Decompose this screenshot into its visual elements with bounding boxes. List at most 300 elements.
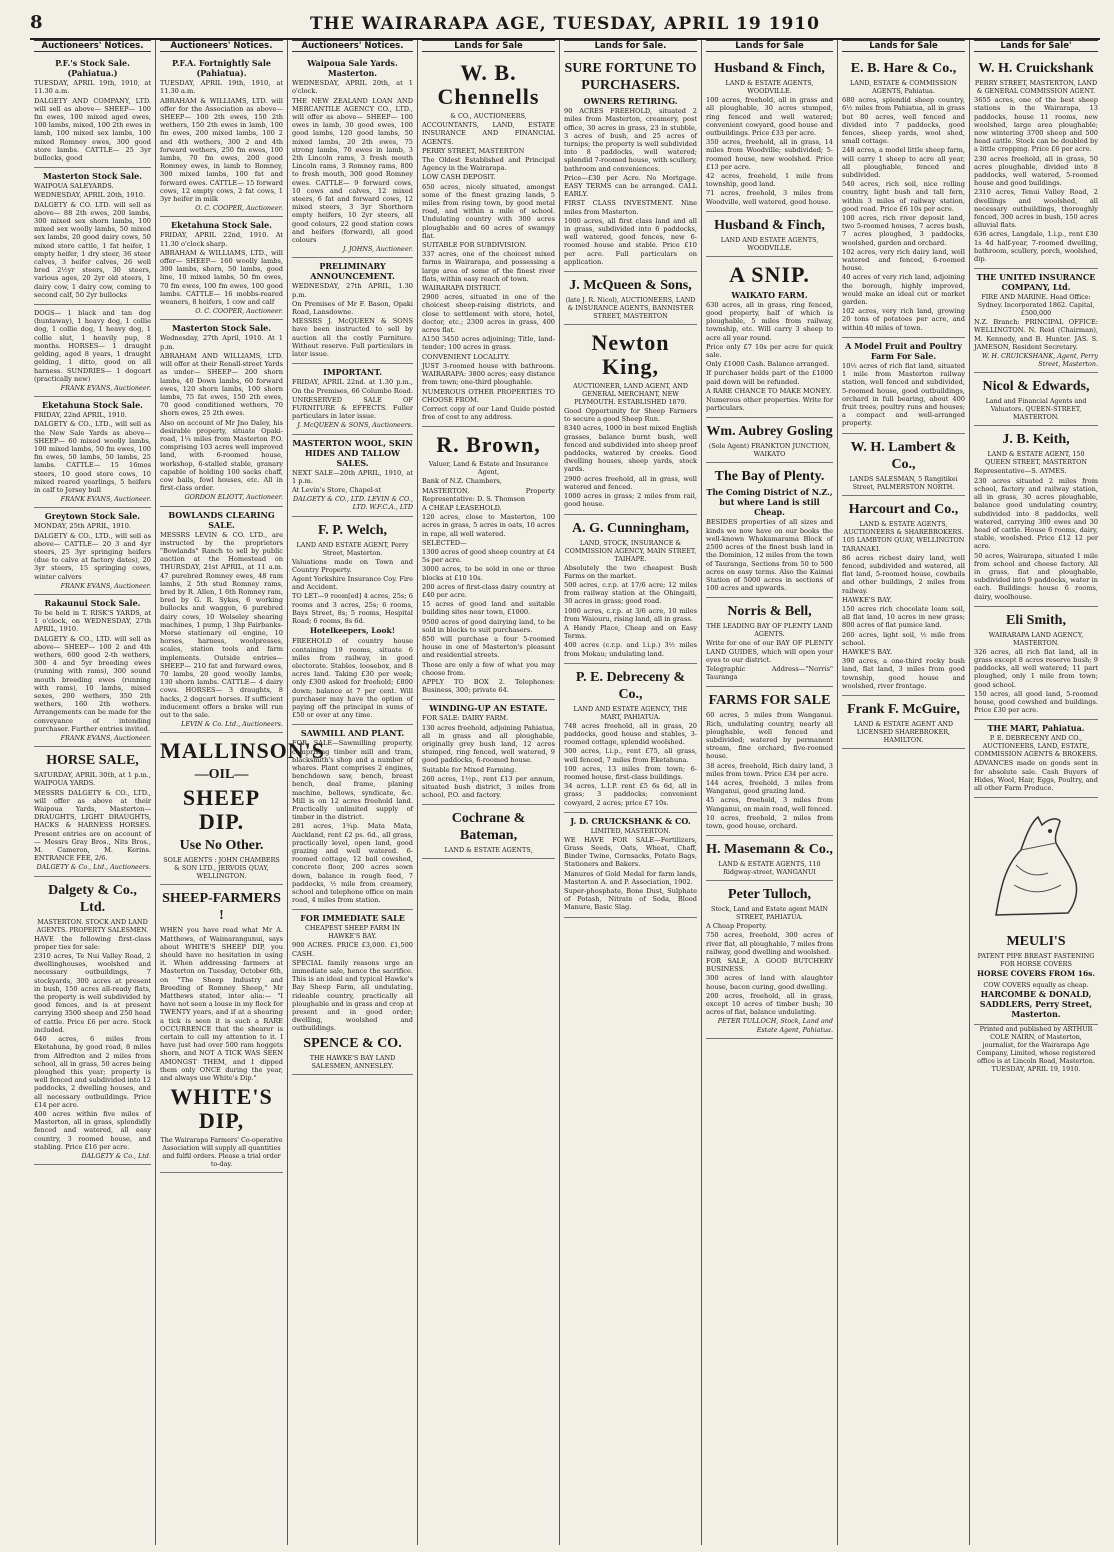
ad-text: PERRY STREET, MASTERTON (422, 146, 525, 155)
ad-text: HAVE the following first-class proper ties for sale: (34, 934, 151, 951)
lambert-ad (842, 434, 965, 496)
ad-text: 102 acres, very rich dairy land, well watered and fenced, 6-roomed house. (842, 247, 965, 273)
ad-text: 130 acres freehold, adjoining Pahiatua, all in grass and all ploughable, originally grey bush land, 12 acres stumped, ring fenced, well watered, 9 good paddocks, 6-roomed house. (422, 723, 555, 765)
auction-notice (160, 320, 283, 506)
ad-subtitle: LAND AND ESTATE AGENCY, THE MART, PAHIATUA. (573, 704, 688, 721)
ad-text: WAIPOUA SALEYARDS. (34, 182, 114, 191)
ad-subtitle: Land and Financial Agents and Valuators. QUEEN-STREET, MASTERTON. (985, 397, 1087, 422)
ad-text: 100 acres, 13 miles from town; 6-roomed house, first-class buildings. (564, 764, 697, 781)
husband-finch-ad (706, 55, 833, 212)
gosling-ad (706, 418, 833, 463)
ad-text: Also on account of Mr Jno Daley, his desirable property, situate Opaki-road, 1¼ miles from Masterton P.O. comprising 103 acres well improved land, with 6-roomed house, workshop, 6-stalled stable, granary capable of holding 100 sacks chaff, cow bails, fowl houses, etc. All in first-class order. (160, 418, 283, 493)
ad-body (706, 301, 833, 413)
masthead (30, 8, 1100, 40)
ad-signature: J. McQUEEN & SONS, Auctioneers. (297, 421, 413, 430)
bay-of-plenty-ad (706, 463, 833, 598)
ad-list (34, 55, 151, 747)
ad-text: Write for one of our BAY OF PLENTY LAND GUIDES, which will open your eyes to our district. (706, 639, 833, 664)
ad-title: Husband & Finch, (714, 217, 825, 233)
ad-heading: Hotelkeepers, Look! (309, 626, 396, 636)
ad-signature: FRANK EVANS, Auctioneer. (60, 495, 151, 504)
column-6 (702, 40, 838, 1545)
mcguire-ad (842, 696, 965, 749)
ad-text: Representative—S. AYMES. (974, 467, 1067, 476)
ad-title: SURE FORTUNE TO PURCHASERS. (564, 61, 697, 94)
ad-title: HORSE SALE, (46, 753, 139, 769)
imprint: Printed and published by ARTHUR COLE NAIRN, of Masterton, journalist, for the Wairarapa Age Company, Limited, whose registered office is at Lincoln Road, Masterton. TUESDAY, APRIL 19, 1910. (976, 1024, 1096, 1073)
ad-text: 102 acres, very rich land, growing 20 tons of potatoes per acre, and within 40 miles of town. (842, 307, 965, 332)
ad-body (842, 545, 965, 690)
ad-title: FOR IMMEDIATE SALE (300, 913, 405, 924)
ad-subtitle: LAND, STOCK, INSURANCE & COMMISSION AGENCY, MAIN STREET, TAIHAPE. (564, 538, 697, 563)
ad-body (564, 722, 697, 807)
ad-body (564, 407, 697, 508)
ad-body (706, 922, 833, 1016)
ad-text: WEDNESDAY, 27th APRIL, 1.30 p.m. (292, 282, 413, 299)
ad-text: 350 acres, freehold, all in grass, 14 miles from Woodville; subdivided; 5-roomed house, new woolshed. Price £13 per acre. (706, 138, 833, 171)
cunningham-ad (564, 515, 697, 664)
ad-text: 42 acres, freehold, 1 mile from township, good land. (706, 172, 833, 189)
ad-subtitle: WAIKATO FARM. (731, 289, 808, 300)
ad-text: SATURDAY, APRIL 30th, at 1 p.m., WAIPOUA YARDS. (34, 771, 151, 788)
ad-text: 748 acres freehold, all in grass, 20 paddocks, good house and stables, 3-roomed cottage, splendid woolshed. (564, 721, 697, 747)
ad-text: N.Z. Branch: PRINCIPAL OFFICE: WELLINGTON. N. Reid (Chairman), M. Kennedy, and B. Hunter. JAS. S. JAMESON, Resident Secretary. (974, 318, 1098, 351)
immediate-sale-ad (292, 910, 413, 1074)
column-5 (560, 40, 702, 1545)
ad-body (422, 121, 555, 421)
ad-text: 750 acres, freehold, 300 acres of river flat, all ploughable, 7 miles from railway, good dwelling and woolshed. (706, 931, 833, 956)
auction-notice (34, 55, 151, 168)
ad-text: WE HAVE FOR SALE—Fertilizers, Grass Seeds, Oats, Wheat, Chaff, Binder Twine, Cornsacks, Potato Bags, Stationers and Bakers. (564, 835, 697, 869)
ad-signature: FRANK EVANS, Auctioneer. (60, 581, 151, 590)
ad-title: P. E. Debreceny & Co., (575, 669, 686, 702)
norris-bell-ad (706, 598, 833, 687)
ad-text: Manures of Gold Medal for farm lands, Masterton A. and P. Association, 1902. (564, 869, 697, 886)
insurance-ad (974, 269, 1098, 373)
ad-subtitle: The Wairarapa Farmers' Co-operative Association will supply all quantities and fulfil orders. Please a trial order to-day. (160, 1136, 283, 1169)
ad-body (422, 477, 555, 694)
ad-text: 680 acres, splendid sheep country, 6½ miles from Pahiatua, all in grass but 80 acres, well fenced and divided into 7 paddocks, good fences, sheep yards, wool shed, small cottage. (842, 96, 965, 146)
ad-text: 10½ acres of rich flat land, situated 1 mile from Masterton railway station, well fenced and subdivided, 5-roomed house, good outbuildings, orchard in full bearing, about 400 fruit trees, poultry runs and houses; a compact and well-arranged property. (842, 361, 965, 428)
ad-text: DOGS— 1 black and tan dog (huntaway), 1 heavy dog, 1 collie dog, 1 collie dog, 1 heavy dog, 1 collie slut, 1 heavily pup, 8 months. HORSES— 1 draught gelding, aged 8 years, 1 draught gelding, 1 ditto, good on all harness. SUNDRIES— 1 dogcart (practically new) (34, 309, 151, 383)
ad-subtitle: Valuer, Land & Estate and Insurance Agent, (428, 460, 549, 477)
ad-title: THE UNITED INSURANCE COMPANY, Ltd. (976, 272, 1096, 293)
ad-text: 144 acres, freehold, 3 miles from Wanganui, good grazing land. (706, 778, 833, 796)
ad-text: FOR SALE, A GOOD BUTCHERY BUSINESS. (706, 956, 833, 974)
mallinson-ad (160, 733, 326, 885)
ad-text: 390 acres, a one-third rocky bush land, flat land, 3 miles from good township, good house and woolshed, river frontage. (842, 657, 965, 690)
ad-text: Suitable for Mixed Farming. (422, 765, 517, 774)
ad-text: JUST 3-roomed house with bathroom. WAIRARAPA: 3800 acres; easy distance from town; one-third ploughable. (422, 361, 555, 387)
ad-title: H. Masemann & Co., (706, 842, 833, 858)
ad-text: 400 acres (c.r.p. and l.i.p.) 3½ miles from Mokau; undulating land. (564, 641, 697, 658)
ad-text: 120 acres, close to Masterton, 100 acres in grass, 5 acres in oats, 10 acres in rape, all well watered. (422, 513, 555, 538)
ad-text: 230 acres freehold, all in grass, 50 acres ploughable, divided into 8 paddocks, well watered, 5-roomed house and good buildings. (974, 154, 1098, 188)
sure-fortune-ad (564, 55, 697, 272)
column-3 (288, 40, 418, 1545)
ad-text: 850 will purchase a four 5-roomed house in one of Masterton's pleasant and residential streets. (422, 634, 555, 660)
ad-title: W. H. Cruickshank (978, 61, 1094, 77)
column-7 (838, 40, 970, 1545)
ad-subtitle: Stock, Land and Estate agent MAIN STREET, PAHIATUA. (710, 905, 829, 922)
ad-text: To be held in T. RISK'S YARDS, at 1 o'clock, on WEDNESDAY, 27th APRIL, 1910. (34, 608, 151, 634)
ad-title: Harcourt and Co., (848, 501, 959, 517)
ad-text: DALGETY & CO., LTD. will sell as above— SHEEP— 100 2 and 4th wethers, 600 good 2-th wethers, 300 4 and 5yr breeding ewes (running with rams), 300 sound mouth breeding ewes (running with rams), 10 lambs, mixed sexes, 200 wethers, 350 2th wethers, 160 2th wethers. Arrangements can be made for the conveyance of intending purchaser. Further entries invited. (34, 634, 151, 733)
ad-subtitle: LAND & ESTATE AGENTS, WOODVILLE. (725, 79, 814, 96)
ad-title: F. P. Welch, (317, 522, 388, 538)
ad-title: Frank F. McGuire, (847, 701, 960, 717)
ad-text: TUESDAY, APRIL 19th, 1910, at 11.30 a.m. (34, 79, 151, 96)
ad-subtitle: LAND & ESTATE AGENT AND LICENSED SHAREBROKER, HAMILTON. (853, 719, 954, 744)
ad-text: 40 acres of very rich land, adjoining the borough, highly improved, would make an ideal cut or market garden. (842, 273, 965, 307)
ad-subtitle: SOLE AGENTS : JOHN CHAMBERS & SON LTD., JERVOIS QUAY, WELLINGTON. (163, 856, 280, 881)
ad-text: 337 acres, one of the choicest mixed farms in Wairarapa, and possessing a large area of some of the finest river flats, within easy reach of town. (422, 250, 555, 283)
ad-text: 200 acres, freehold, all in grass, except 10 acres of timber bush; 30 acres of flat, balance undulating. (706, 991, 833, 1017)
ad-title: FARMS FOR SALE (708, 693, 831, 709)
ad-title: R. Brown, (436, 432, 541, 458)
eli-smith-ad (974, 607, 1098, 721)
ad-text: 281 acres, 1¾p. Mata Mata, Auckland, rent £2 ps. 6d., all grass, practically level, open land, good grazing and well watered. 6-roomed cottage, 12 bail cowshed, concrete floor, 200 acres sown down, balance in rough feed, 7 paddocks, ½ mile from creamery, school and telephone office on main road, 4 miles from station. (292, 822, 413, 905)
ad-subtitle: LAND & ESTATE AGENTS, 110 Ridgway-street, WANGANUI (718, 860, 821, 877)
ad-title: Wm. Aubrey Gosling (706, 424, 833, 440)
mcqueen-ad (564, 272, 697, 325)
auction-notice (292, 55, 413, 258)
ad-title: A SNIP. (729, 261, 810, 287)
ad-subtitle: LAND & ESTATE AGENTS, AUCTIONEERS & SHAREBROKERS. 105 LAMBTON QUAY, WELLINGTON (842, 519, 965, 544)
ad-subtitle: WAIRARAPA LAND AGENCY, MASTERTON. (988, 630, 1084, 647)
ad-title: Masterton Stock Sale. (42, 171, 143, 182)
ad-text: 230 acres situated 2 miles from school, factory and railway station, all in grass, 30 acres ploughable, balance good undulating country, subdivided into 8 paddocks, well watered, carrying 300 ewes and 30 head of cattle. House 6 rooms, dairy, stable, woolshed. Price £12 12 per acre. (974, 476, 1098, 551)
ad-text: 2900 acres freehold, all in grass, well watered and fenced. (564, 474, 697, 491)
ad-title: THE MART, Pahiatua. (987, 723, 1085, 734)
ad-text: ABRAHAM AND WILLIAMS, LTD. will offer at their Renall-street Yards as under— SHEEP— 200 shorn lambs, 40 Down lambs, 60 forward ewes, 120 shorn lambs, 100 shorn lambs, 75 fat ewes, 150 2th ewes, 70 good conditioned wethers, 70 shorn ewes, 25 2th ewes. (160, 351, 283, 418)
ad-signature: PETER TULLOCH, Stock, Land and Estate Agent, Pahiatua. (717, 1017, 833, 1034)
ad-text: 900 ACRES. PRICE £3,000. £1,500 CASH. (292, 941, 413, 958)
ad-text: A CHEAP LEASEHOLD. (422, 503, 502, 512)
ad-signature: DALGETY & Co., Ltd., Auctioneers. (36, 863, 151, 872)
ad-title: Newton King, (591, 330, 670, 380)
ad-list (292, 55, 413, 516)
ad-title: Eli Smith, (1006, 612, 1066, 628)
auction-notice (34, 397, 151, 508)
ad-text: 50 acres, Wairarapa, situated 1 mile from school and cheese factory. All in grass, flat and ploughable, subdivided into 9 paddocks, water in each. Buildings: house 6 rooms, dairy, woolhouse. (974, 551, 1098, 601)
ad-text: 260 acres, 1½p., rent £13 per annum, situated bush district, 3 miles from school, P.O. and factory. (422, 774, 555, 800)
ad-subtitle: CHEAPEST SHEEP FARM IN HAWKE'S BAY. (305, 924, 400, 941)
ad-text: DALGETY AND COMPANY, LTD. will sell as above— SHEEP— 100 fm ewes, 100 mixed aged ewes, 100 lambs, mixed, 100 2th ewes in lamb, 100 mixed sex lambs, 100 mixed Romney ewes, 300 good store lambs. CATTLE— 25 3yr bullocks, good (34, 96, 151, 163)
ad-text: SELECTED— (422, 538, 467, 547)
ad-text: FOR SALE: DAIRY FARM. (422, 714, 509, 723)
ad-title: J. McQueen & Sons, (569, 278, 692, 294)
ad-text: WAIRARAPA DISTRICT. (422, 284, 501, 293)
ad-title-line: Use No Other. (179, 838, 264, 854)
auction-notice (34, 595, 151, 747)
tulloch-ad (706, 881, 833, 1039)
newspaper-title: THE WAIRARAPA AGE, TUESDAY, APRIL 19 1910 (310, 14, 820, 34)
column-8 (970, 40, 1102, 1545)
newton-king-ad (564, 325, 697, 514)
newspaper-columns (30, 40, 1102, 1545)
ad-signature: DALGETY & CO., LTD. LEVIN & CO., LTD. W.F.C.A., LTD (293, 495, 413, 512)
ad-text: THE NEW ZEALAND LOAN AND MERCANTILE AGENCY CO., LTD., will offer as above— SHEEP— 100 ewes in lamb, 30 good ewes, 100 good lambs, 120 good lambs, 50 mixed lambs, 20 2th ewes, 75 strong lambs, 70 ewes in lamb, 3 2th Lincoln rams, 3 fresh mouth Lincoln rams, 3 Romney rams, 800 to fresh mouth, 300 good Romney ewes. CATTLE— 9 forward cows, 10 cows and calves, 12 mixed steers, 6 fat and forward cows, 12 mixed steers, 3 3yr Shorthorn empty heifers, 10 2yr steers, all good colours, 22 good station cows and heifers (forward), all good colours (292, 96, 413, 245)
ad-text: DALGETY & CO. LTD. will sell as above— 88 2th ewes, 200 lambs, 300 mixed sex shorn lambs, 100 mixed sex woolly lambs, 50 mixed sex lambs, 20 good dairy cows, 50 mixed store cattle, 1 fat heifer, 1 empty heifer, 1 dry steer, 36 steer calves, 3 heifer calves, 26 well bred 2½yr steers, 30 steers, various ages, 20 2yr old steers, 1 dairy cow, 1 dairy cow, coming to second calf, 50 2yr bullocks (34, 200, 151, 299)
ad-title: P.F.A. Fortnightly Sale (Pahiatua). (172, 58, 271, 79)
column-header: Auctioneers' Notices. (160, 40, 283, 52)
ad-text: A RARE CHANCE TO MAKE MONEY. (706, 386, 832, 395)
ad-footer-title: WHITE'S DIP, (170, 1084, 273, 1134)
ad-text: MESSRS J. McQUEEN & SONS have been instructed to sell by auction all the costly Furniture. Without reserve. Full particulars in later issue. (292, 317, 413, 359)
ad-title: Greytown Stock Sale. (44, 511, 141, 522)
ad-text: Price only £7 10s per acre for quick sale. (706, 342, 833, 360)
ad-text: Price—£30 per Acre. No Mortgage. EASY TERMS can be arranged. CALL EARLY. (564, 173, 697, 199)
ad-text: 9500 acres of good dairying land, to be sold in blocks to suit purchasers. (422, 617, 555, 634)
ad-text: 630 acres, all in grass, ring fenced, good property, half of which is ploughable, 5 miles from railway, township, etc. Will carry 3 sheep to acre all year round. (706, 300, 833, 342)
ad-title-line: SHEEP DIP. (182, 785, 261, 835)
ad-title: W. B. Chennells (437, 60, 540, 110)
ad-text: 34 acres, L.I.P. rent £5 6s 6d, all in grass; 3 paddocks; convenient cowyard, 2 acres; price £7 10s. (564, 782, 697, 807)
ad-text: 1000 acres, c.r.p. at 3/6 acre, 10 miles from Waiouru, rising land, all in grass. (564, 606, 697, 623)
ad-text: 100 acres, freehold, all in grass and all ploughable, 30 acres stumped, ring fenced and well watered; convenient cowyard, good house and outbuildings. Price £33 per acre. (706, 96, 833, 138)
ad-footer-title: SPENCE & CO. (303, 1035, 402, 1051)
ad-signature: O. C. COOPER, Auctioneer. (195, 204, 283, 213)
ad-text: 90 ACRES FREEHOLD, situated 2 miles from Masterton, creamery, post office, 30 acres in grass, 23 in stubble, 3 acres of bush, and 25 acres of turnips; the property is well subdivided into 8 paddocks, well watered; splendid 7-roomed house, with scullery, bathroom and conveniences. (564, 107, 697, 173)
column-header: Lands for Sale (422, 40, 555, 52)
ad-signature: O. C. COOPER, Auctioneer. (195, 307, 283, 316)
ad-text: 636 acres, Langdale, 1.i.p., rent £30 1s 4d half-year, 7-roomed dwelling, bathroom, scullery, porch, woolshed, dip. (974, 230, 1098, 264)
ad-list (160, 55, 283, 506)
ad-text: FRIDAY, APRIL 22nd, 1910. At 11.30 o'clock sharp. (160, 231, 283, 248)
fruit-poultry-ad (842, 338, 965, 434)
ad-subtitle: & CO., AUCTIONEERS, (450, 112, 527, 121)
ad-subtitle: PERRY STREET, MASTERTON, LAND & GENERAL COMMISSION AGENT. (974, 79, 1098, 96)
ad-text: 260 acres, light soil, ½ mile from school. (842, 630, 965, 647)
ad-subtitle: P. E. DEBRECENY AND CO., AUCTIONEERS, LAND, ESTATE, COMMISSION AGENTS & BROKERS. (974, 734, 1098, 759)
ad-title: Waipoua Sale Yards. Masterton. (307, 58, 398, 79)
ad-text: BESIDES properties of all sizes and kinds we now have on our books the well-known Whakamarama Block of 2500 acres of the finest bush land in the Dominion, 12 miles from the town of Tauranga, Sections from 50 to 500 acres on easy terms. Also the Kaimai Station of 5000 acres in sections of 100 acres and upwards. (706, 518, 833, 593)
ad-signature: FRANK EVANS, Auctioneer. (60, 383, 151, 392)
ad-text: At Levin's Store, Chapel-st (292, 485, 382, 494)
ad-text: FRIDAY, 22nd APRIL, 1910. (34, 411, 127, 420)
ad-subtitle: PATENT PIPE BREAST FASTENING FOR HORSE COVERS (977, 952, 1095, 969)
ad-subtitle: (Sole Agent) FRANKTON JUNCTION, WAIKATO (708, 442, 831, 459)
ad-text: 3655 acres, one of the best sheep stations in the Wairarapa, 13 paddocks, house 11 rooms, new woolshed, large area ploughable; now wintering 3700 sheep and 500 head cattle. Stock can be doubled by a little cropping. Price £6 per acre. (974, 96, 1098, 154)
ad-subtitle: LAND AND ESTATE AGENTS, WOODVILLE. (720, 235, 819, 252)
ad-text: CONVENIENT LOCALITY. (422, 352, 510, 361)
ad-title: A. G. Cunningham, (571, 520, 690, 536)
ad-subtitle: The Coming District of N.Z., but where Land is still Cheap. (706, 487, 833, 518)
ad-title: Cochrane & Bateman, (451, 811, 526, 844)
ad-text: 150 acres rich chocolate loam soil, all flat land, 10 acres in new grass; 800 acres of flat pumice land. (842, 604, 965, 630)
keith-ad (974, 426, 1098, 606)
ad-text: SPECIAL family reasons urge an immediate sale, hence the sacrifice. This is an ideal and typical Hawke's Bay Sheep Farm, all undulating, rideable country, practically all ploughable and in grass and crop at present and in good order; dwelling, woolshed and outbuildings. (292, 958, 413, 1033)
ad-text: Agent Yorkshire Insurance Coy. Fire and Accident. (292, 574, 413, 592)
ad-text: DALGETY & CO., LTD., will sell as above— CATTLE— 20 3 and 4yr steers, 25 3yr springing heifers (due to calve at factory dates), 20 3yr steers, 15 springing cows, winter calvers (34, 531, 151, 581)
ad-body (564, 564, 697, 658)
ad-title: PRELIMINARY ANNOUNCEMENT. (310, 261, 395, 282)
cochrane-ad (422, 805, 555, 859)
ad-text: DALGETY & CO., LTD., will sell as the New Sale Yards as above— SHEEP— 60 mixed woolly lambs, 100 mixed lambs, 50 fm ewes, 100 fm ewes, 50 lambs, 50 lambs, 25 lambs. CATTLE— 15 16mos steers, 10 good store cows, 10 mixed reared yearlings, 5 heifers in calf to Jersey bull (34, 420, 151, 494)
ad-signature: GORDON ELIOTT, Auctioneer. (184, 493, 283, 502)
ad-body (706, 96, 833, 206)
ad-text: 400 acres within five miles of Masterton, all in grass, splendidly fenced and watered, all easy country, 3 roomed house, and stabling. Price £16 per acre. (34, 1109, 151, 1151)
ad-text: ABRAHAM & WILLIAMS, LTD., will offer— SHEEP— 160 woolly lambs, 300 lambs, shorn, 50 lambs, good line, 10 mixed lambs, 50 fm ewes, 70 fm ewes, 100 fm ewes, 100 good lambs. CATTLE— 16 mobbs-reared weaners, 8 heifers, 1 cow and calf (160, 248, 283, 307)
the-mart-ad (974, 720, 1098, 798)
ad-text: 2310 acres, Te Nui Valley Road, 2 dwellinghouses, woolshed and necessary outbuildings, 7 stockyards, 300 acres at present in bush, 150 acres all-ready flats, the property is well subdivided by good fences, and is at present carrying 3500 sheep and 250 head of cattle. Price £6 per acre. Stock included. (34, 952, 151, 1034)
ad-title: A Model Fruit and Poultry Farm For Sale. (845, 340, 962, 361)
ad-text: 2900 acres, situated in one of the choicest sheep-raising districts, and close to settlement with store, hotel, doctor, etc.; 2300 acres in grass, 400 acres flat. (422, 293, 555, 335)
auction-notice (160, 217, 283, 320)
ad-text: WEDNESDAY, APRIL 20th, 1910. (34, 191, 146, 200)
debreceny-ad (564, 664, 697, 813)
ad-text: FIRST CLASS INVESTMENT. Nine miles from Masterton. (564, 199, 697, 216)
ad-text: 1000 acres, all first class land and all in grass, subdivided into 6 paddocks, well watered, good fences, new 6-roomed house and stable. Price £10 per acre. Full particulars on application. (564, 216, 697, 266)
ad-subtitle: THE LEADING BAY OF PLENTY LAND AGENTS. (706, 622, 833, 639)
ad-subtitle: LANDS SALESMAN, 5 Rangitikei Street, PALMERSTON NORTH. (849, 474, 958, 491)
column-header: Lands for Sale (842, 40, 965, 52)
jd-cruickshank-ad (564, 813, 697, 918)
hare-ad (842, 55, 965, 338)
masemann-ad (706, 836, 833, 881)
ad-title: Eketahuna Stock Sale. (171, 220, 272, 231)
column-header: Lands for Sale' (974, 40, 1098, 52)
ad-subtitle: LAND & ESTATE AGENTS, (444, 846, 533, 855)
ad-text: Valuations made on Town and Country Property. (292, 557, 413, 574)
ad-text: LOW CASH DEPOSIT. (422, 173, 496, 182)
ad-text: Telegraphic Address—"Norris" Tauranga (706, 664, 833, 682)
ad-text: 2310 acres, Tenui Valley Road, 2 dwellings and woolshed, all necessary outbuildings, thoroughly fenced, 300 acres in bush, 150 acres alluvial flats. (974, 188, 1098, 230)
ad-title: E. B. Hare & Co., (850, 61, 957, 77)
ad-subtitle: LAND, ESTATE & COMMISSION AGENTS, Pahiatua. (849, 79, 958, 96)
ad-text: The Oldest Established and Principal Agency in the Wairarapa. (422, 156, 555, 173)
ad-text: ABRAHAM & WILLIAMS, LTD. will offer for the Association as above— SHEEP— 100 2th ewes, 150 2th wethers, 150 2th ewes in lamb, 100 fm ewes, 200 mixed lambs, 100 2 and 4th wethers, 300 2 and 4th forward wethers, 250 fm ewes, 100 lambs, 70 fm ewes, 200 good Romney ewes, in lamb to Romney, 300 mixed lambs, 100 fat and forward ewes. CATTLE— 15 forward cows, 12 empty cows, 2 fat cows, 1 3yr heifer in milk (160, 96, 283, 204)
ad-text: Numerous other properties. Write for particulars. (706, 396, 833, 413)
ad-text: MESSRS DALGETY & CO., LTD., will offer as above at their Waipoua Yards, Masterton— DRAUGHTS, LIGHT DRAUGHTS, HACKS & HARNESS HORSES. Present entries are on account of— Messrs Gray Bros., Nits Bros., M. Cameron, M. Kerins. ENTRANCE FEE, 2/6. (34, 788, 151, 863)
ad-text: If purchaser holds part of the £1000 paid down will be refunded. (706, 369, 833, 386)
ad-text: NUMEROUS OTHER PROPERTIES TO CHOOSE FROM. (422, 387, 555, 404)
ad-heading: HORSE COVERS FROM 16s. (976, 969, 1096, 979)
column-4 (418, 40, 560, 1545)
ad-text: 3000 acres, to be sold in one or three blocks at £10 10s. (422, 565, 555, 582)
ad-title: Dalgety & Co., Ltd. (48, 882, 137, 915)
ad-text: 150 acres, all good land, 5-roomed house, good cowshed and buildings. Price £30 per acre. (974, 689, 1098, 715)
ad-text: 300 acres of land with slaughter house, bacon curing, good dwelling. (706, 974, 833, 991)
auction-notice (292, 364, 413, 434)
ad-title: Nicol & Edwards, (982, 379, 1090, 395)
welch-ad (292, 517, 413, 726)
dalgety-ad (34, 877, 151, 1165)
ad-body (564, 836, 697, 912)
ad-text: 248 acres, a model little sheep farm, will carry 1 sheep to acre all year, all ploughable, fenced and subdivided. (842, 146, 965, 180)
ad-text: WHEN you have read what Mr A. Matthews, of Waimarangunui, says about WHITE'S SHEEP DIP, you should have no hesitation in using it. When addressing farmers at Masterton on Tuesday, October 6th, on "The Sheep Industry and Breeding of Romney Sheep," Mr Matthews stated, inter alia:— "I have not seen a louse in my flock for TWENTY years, and if at a shearing a tick is seen it is such a RARE OCCURRENCE that the shearer is certain to call my attention to it. I have just had over 500 ram hoggets shorn, and NOT A TICK WAS SEEN AMONGST THEM, and I dipped them only ONCE during the year, and always use White's Dip." (160, 926, 283, 1083)
ad-text: HARCOMBE & DONALD, SADDLERS, Perry Street, Masterton. (979, 988, 1093, 1019)
page-number: 8 (30, 12, 43, 33)
ad-text: TUESDAY, APRIL 19th, 1910, at 11.30 a.m. (160, 79, 283, 96)
wh-cruickshank-ad (974, 55, 1098, 269)
ad-body (564, 107, 697, 266)
ad-title: SHEEP-FARMERS ! (162, 891, 281, 924)
ad-text: HAWKE'S BAY. (842, 595, 893, 604)
ad-title: Rakaunui Stock Sale. (44, 597, 141, 608)
ad-signature: LEVIN & Co. Ltd., Auctioneers. (181, 720, 283, 729)
sawmill-ad (292, 725, 413, 910)
ad-text: Bank of N.Z. Chambers, (422, 477, 502, 486)
ad-text: FREEHOLD of country house containing 19 rooms, situate 6 miles from railway, in good electorate. Stables, loosebox, and 8 acres land. Taking £30 per week; only £300 asked for freehold; £800 down; balance at 7 per cent. Will purchaser may have the option of paying off the principal in sums of £50 or over at any time. (292, 637, 413, 720)
ad-signature: J. JOHNS, Auctioneer. (342, 245, 413, 254)
ad-subtitle: OWNERS RETIRING. (583, 96, 678, 107)
ad-title: W. H. Lambert & Co., (850, 439, 957, 472)
ad-text: 1000 acres in grass; 2 miles from rail, good house. (564, 492, 697, 509)
ad-text: 500 acres, c.r.p. at 17/6 acre; 12 miles from railway station at the Ohingaiti, 30 acres in grass; good road. (564, 580, 697, 606)
ad-text: MESSRS LEVIN & CO. LTD., are instructed by the proprietors "Bowlands" Ranch to sell by public auction at the Homestead on THURSDAY, 21st APRIL, at 11 a.m. 47 purebred Romney ewes, 48 ram lambs, 2 5th stud Romney rams, bred by R. Allen, 1 6th Romney ram, bred by G. R. Sykes, 6 working bullocks and waggon, 6 purebred dairy cows, 10 Wolseley shearing machines, 1 pump, 1 3hp Fairbanks-Morse stationary oil engine, 10 horses, harness, woolpresses, scales, station tools and farm implements. Outside entries— SHEEP— 210 fat and forward ewes, 70 lambs, 20 good woolly lambs, 130 shorn lambs. CATTLE— 4 dairy cows. HORSES— 3 draughts, 8 hacks, 2 dogcart horses. If sufficient inducement offers a brake will run out to the sale. (160, 530, 283, 720)
ad-text: FRIDAY, APRIL 22nd. at 1.30 p.m., On the Premises, 66 Columbo Road. (292, 378, 413, 395)
ad-title: P.F.'s Stock Sale. (Pahiatua.) (55, 58, 130, 79)
ad-text: 1300 acres of good sheep country at £4 5s per acre. (422, 547, 555, 565)
chennells-ad (422, 55, 555, 427)
ad-body (706, 711, 833, 830)
ad-title: Norris & Bell, (727, 604, 812, 620)
ad-subtitle: AUCTIONEER, LAND AGENT, AND GENERAL MERCHANT, NEW PLYMOUTH. ESTABLISHED 1879. (572, 382, 688, 407)
ad-title: J. D. CRUICKSHANK & CO. (570, 815, 691, 826)
bowlands-ad (160, 507, 283, 734)
ad-body (422, 714, 555, 799)
ad-text: 60 acres, 5 miles from Wanganui. Rich, undulating country, nearly all ploughable, well fenced and subdivided; watered by permanent stream, fine orchard, five-roomed house. (706, 711, 833, 761)
ad-title: MASTERTON WOOL, SKIN HIDES AND TALLOW SALES. (292, 437, 413, 468)
farms-for-sale-ad (706, 687, 833, 836)
column-2 (156, 40, 326, 1545)
ad-text: 38 acres, freehold, Rich dairy land, 3 miles from town. Price £34 per acre. (706, 761, 833, 778)
ad-text: SUITABLE FOR SUBDIVISION. (422, 241, 527, 250)
ad-text: A150 3450 acres adjoining; Title, land-tender; 100 acres in grass. (422, 335, 555, 352)
ad-text: 8340 acres, 1000 in best mixed English grasses, balance burnt bush, well fenced and subdivided into sheep proof paddocks, watered by creeks. Good dwelling houses, sheep yards, stock yards. (564, 424, 697, 474)
ad-text: MASTERTON. Property Representative: D. S. Thomson (422, 486, 555, 503)
auction-notice (292, 258, 413, 364)
ad-text: COW COVERS equally as cheap. (983, 980, 1089, 989)
ad-text: 300 acres, l.i.p., rent £75, all grass, well fenced, 7 miles from Eketahuna. (564, 747, 697, 764)
ad-title: WINDING-UP AN ESTATE. (429, 703, 548, 714)
column-header: Lands for Sale (706, 40, 833, 52)
meuli-ad (974, 798, 1098, 1024)
ad-text: On Premises of Mr F. Bason, Opaki Road, Lansdowne. (292, 299, 413, 317)
ad-text: 15 acres of good land and suitable building sites near town, £1000. (422, 600, 555, 617)
ad-text: HAWKE'S BAY. (842, 647, 893, 656)
ad-subtitle: LAND AND ESTATE AGENT, Perry Street, Masterton. (296, 540, 409, 557)
ad-text: 650 acres, nicely situated, amongst some of the finest grazing lands, 5 miles from rising town, by good metal road, and within a mile of school. Undulating country with 300 acres ploughable and 60 acres of swampy flat. (422, 182, 555, 240)
ad-title: Masterton Stock Sale. (171, 323, 272, 334)
ad-signature: FRANK EVANS, Auctioneer. (60, 734, 151, 743)
column-header: Auctioneers' Notices. (292, 40, 413, 52)
ad-title: BOWLANDS CLEARING SALE. (168, 509, 275, 530)
snip-ad (706, 257, 833, 419)
ad-text: ACCOUNTANTS, LAND, ESTATE INSURANCE AND FINANCIAL AGENTS. (422, 121, 555, 146)
ad-text: 540 acres, rich soil, nice rolling country, light bush and tall fern, within 3 miles of railway station, good road. Price £6 10s per acre. (842, 180, 965, 213)
ad-text: 45 acres, freehold, 3 miles from Wanganui, on main road, well fenced. (706, 796, 833, 813)
ad-text: 640 acres, 6 miles from Eketahuna, by good road, 8 miles from Alfredton and 2 miles from school, all in grass, 50 acres being ploughed this year; property is well fenced and subdivided into 12 paddocks, 2 dwelling houses, and all necessary outbuildings. Price £14 per acre. (34, 1035, 151, 1109)
ad-text: 86 acres richest dairy land, well fenced, subdivided and watered, all flat land, 5-roomed house, cowbails and other buildings, 2 miles from railway. (842, 553, 965, 595)
ad-text: 326 acres, all rich flat land, all in grass except 8 acres reserve bush; 9 paddocks, all well watered; 11 part ploughed, only 1 mile from town; good school. (974, 647, 1098, 689)
ad-subtitle: (late J. R. Nicol), AUCTIONEERS, LAND & INSURANCE AGENTS, BANNISTER STREET, MASTERTON (565, 296, 696, 321)
winding-up-ad (422, 700, 555, 805)
ad-text: FOR SALE—Sawmilling property, comprising timber mill and tram, blacksmith's shop and a number of whares. Plant comprises 2 engines, benchdown saw, bench, breast bench, deal frame, planing machine, bellows, syndicate, &c. Mill is on 12 acres freehold land. Practically unlimited supply of timber in the district. (292, 739, 413, 822)
ad-subtitle: LIMITED, MASTERTON. (590, 826, 671, 835)
ad-text: APPLY TO BOX 2. Telephones: Business, 300; private 64. (422, 677, 555, 695)
ad-text: Good Opportunity for Sheep Farmers to secure a good Sheep Run. (564, 407, 697, 424)
ad-title: MEULI'S (1006, 934, 1066, 950)
ad-body (974, 467, 1098, 600)
ad-text: Wednesday, 27th April, 1910. At 1 p.m. (160, 334, 283, 351)
ad-text: ADVANCES made on goods sent in for absolute sale. Cash Buyers of Hides, Wool, Hair, Eggs, Poultry, and all other Farm Produce. (974, 759, 1098, 792)
ad-title: MALLINSON'S (160, 738, 326, 764)
ad-text: A Cheap Property. (706, 922, 767, 931)
ad-title: The Bay of Plenty. (714, 469, 825, 485)
